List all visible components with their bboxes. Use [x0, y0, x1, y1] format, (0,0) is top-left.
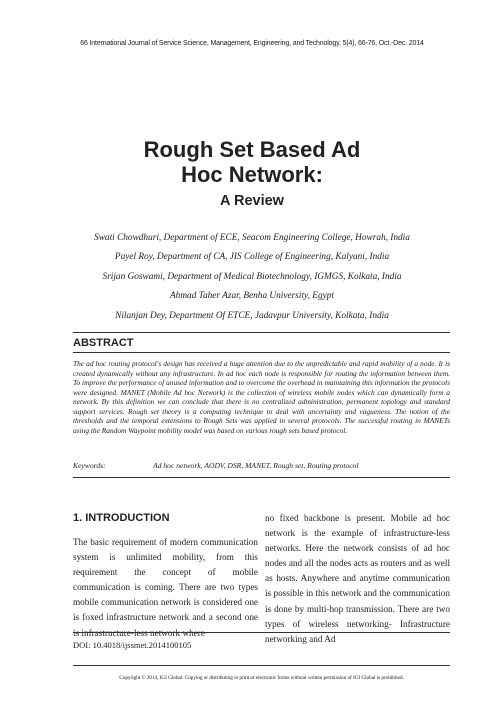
abstract-text: The ad hoc routing protocol's design has received a huge attention due to the unpredictable and rapid mobility of a node. It is created dynamically without any infrastructure. In ad hoc each node is responsible for routing the information between them. To improve the performance of unused information and to overcome the overhead in maintaining this information the protocols were designed. MANET (Mobile Ad hoc Network) is the collection of wireless mobile nodes which can dynamically form a network. By this definition we can conclude that there is no centralized administration, permanent topology and standard support services. Rough set theory is a computing technique to deal with uncertainty and vagueness. The notion of the thresholds and the temporal extensions to Rough Sets was applied in several protocols. The successful routing in MANETs using the Random Waypoint mobility model was based on various rough sets based protocol. [73, 359, 450, 435]
abstract-top-rule [73, 332, 450, 333]
body-column-right [265, 511, 450, 647]
body-paragraph: The basic requirement of modern communication system is unlimited mobility, from this requirement the concept of mobile communication is coming. There are two types mobile communication network is considered one is foxed infrastructure network and a second one is infrastructure-less network where [73, 537, 258, 638]
paper-title-line-2: Hoc Network: [181, 162, 323, 187]
keywords-line [73, 461, 359, 470]
body-paragraph: no fixed backbone is present. Mobile ad hoc network is the example of infrastructure-less networks. Here the network consists of ad hoc nodes and all the nodes acts as routers and as well as hosts. Anywhere and anytime communication is possible in this network and the communication is done by multi-hop transmission. There are two types of wireless networking- Infrastructure networking and Ad [265, 513, 450, 644]
author-affiliation: Ahmad Taher Azar, Benha University, Egypt [170, 291, 334, 302]
title-block [0, 137, 504, 209]
copyright-notice: Copyright © 2014, IGI Global. Copying or distributing in print or electronic forms without written permission of IGI Global is prohibited. [119, 675, 404, 681]
paper-title-line-1: Rough Set Based Ad [143, 137, 361, 162]
copyright-rule [73, 665, 450, 666]
abstract-heading: ABSTRACT [73, 337, 134, 349]
author-affiliation: Nilanjan Dey, Department Of ETCE, Jadavpur University, Kolkata, India [115, 310, 389, 321]
running-header: 66 International Journal of Service Science, Management, Engineering, and Technology, 5(4), 66-76, Oct.-Dec. 2014 [80, 40, 424, 47]
author-affiliation: Payel Roy, Department of CA, JIS College of Engineering, Kalyani, India [114, 252, 390, 263]
footer-rule [73, 632, 450, 633]
doi: DOI: 10.4018/ijssmet.2014100105 [73, 640, 192, 650]
abstract-heading-rule [73, 352, 450, 353]
keywords-rule [73, 477, 450, 478]
paper-subtitle: A Review [220, 193, 284, 209]
section-heading: 1. INTRODUCTION [73, 512, 170, 524]
author-affiliation: Swati Chowdhuri, Department of ECE, Seacom Engineering College, Howrah, India [94, 233, 410, 243]
author-affiliation: Srijan Goswami, Department of Medical Biotechnology, IGMGS, Kolkata, India [102, 271, 402, 282]
body-column-left [73, 508, 258, 641]
keywords-label: Keywords: [73, 461, 106, 470]
keywords-value: Ad hoc network, AODV, DSR, MANET, Rough set, Routing protocol [153, 461, 359, 470]
author-list [0, 229, 504, 326]
